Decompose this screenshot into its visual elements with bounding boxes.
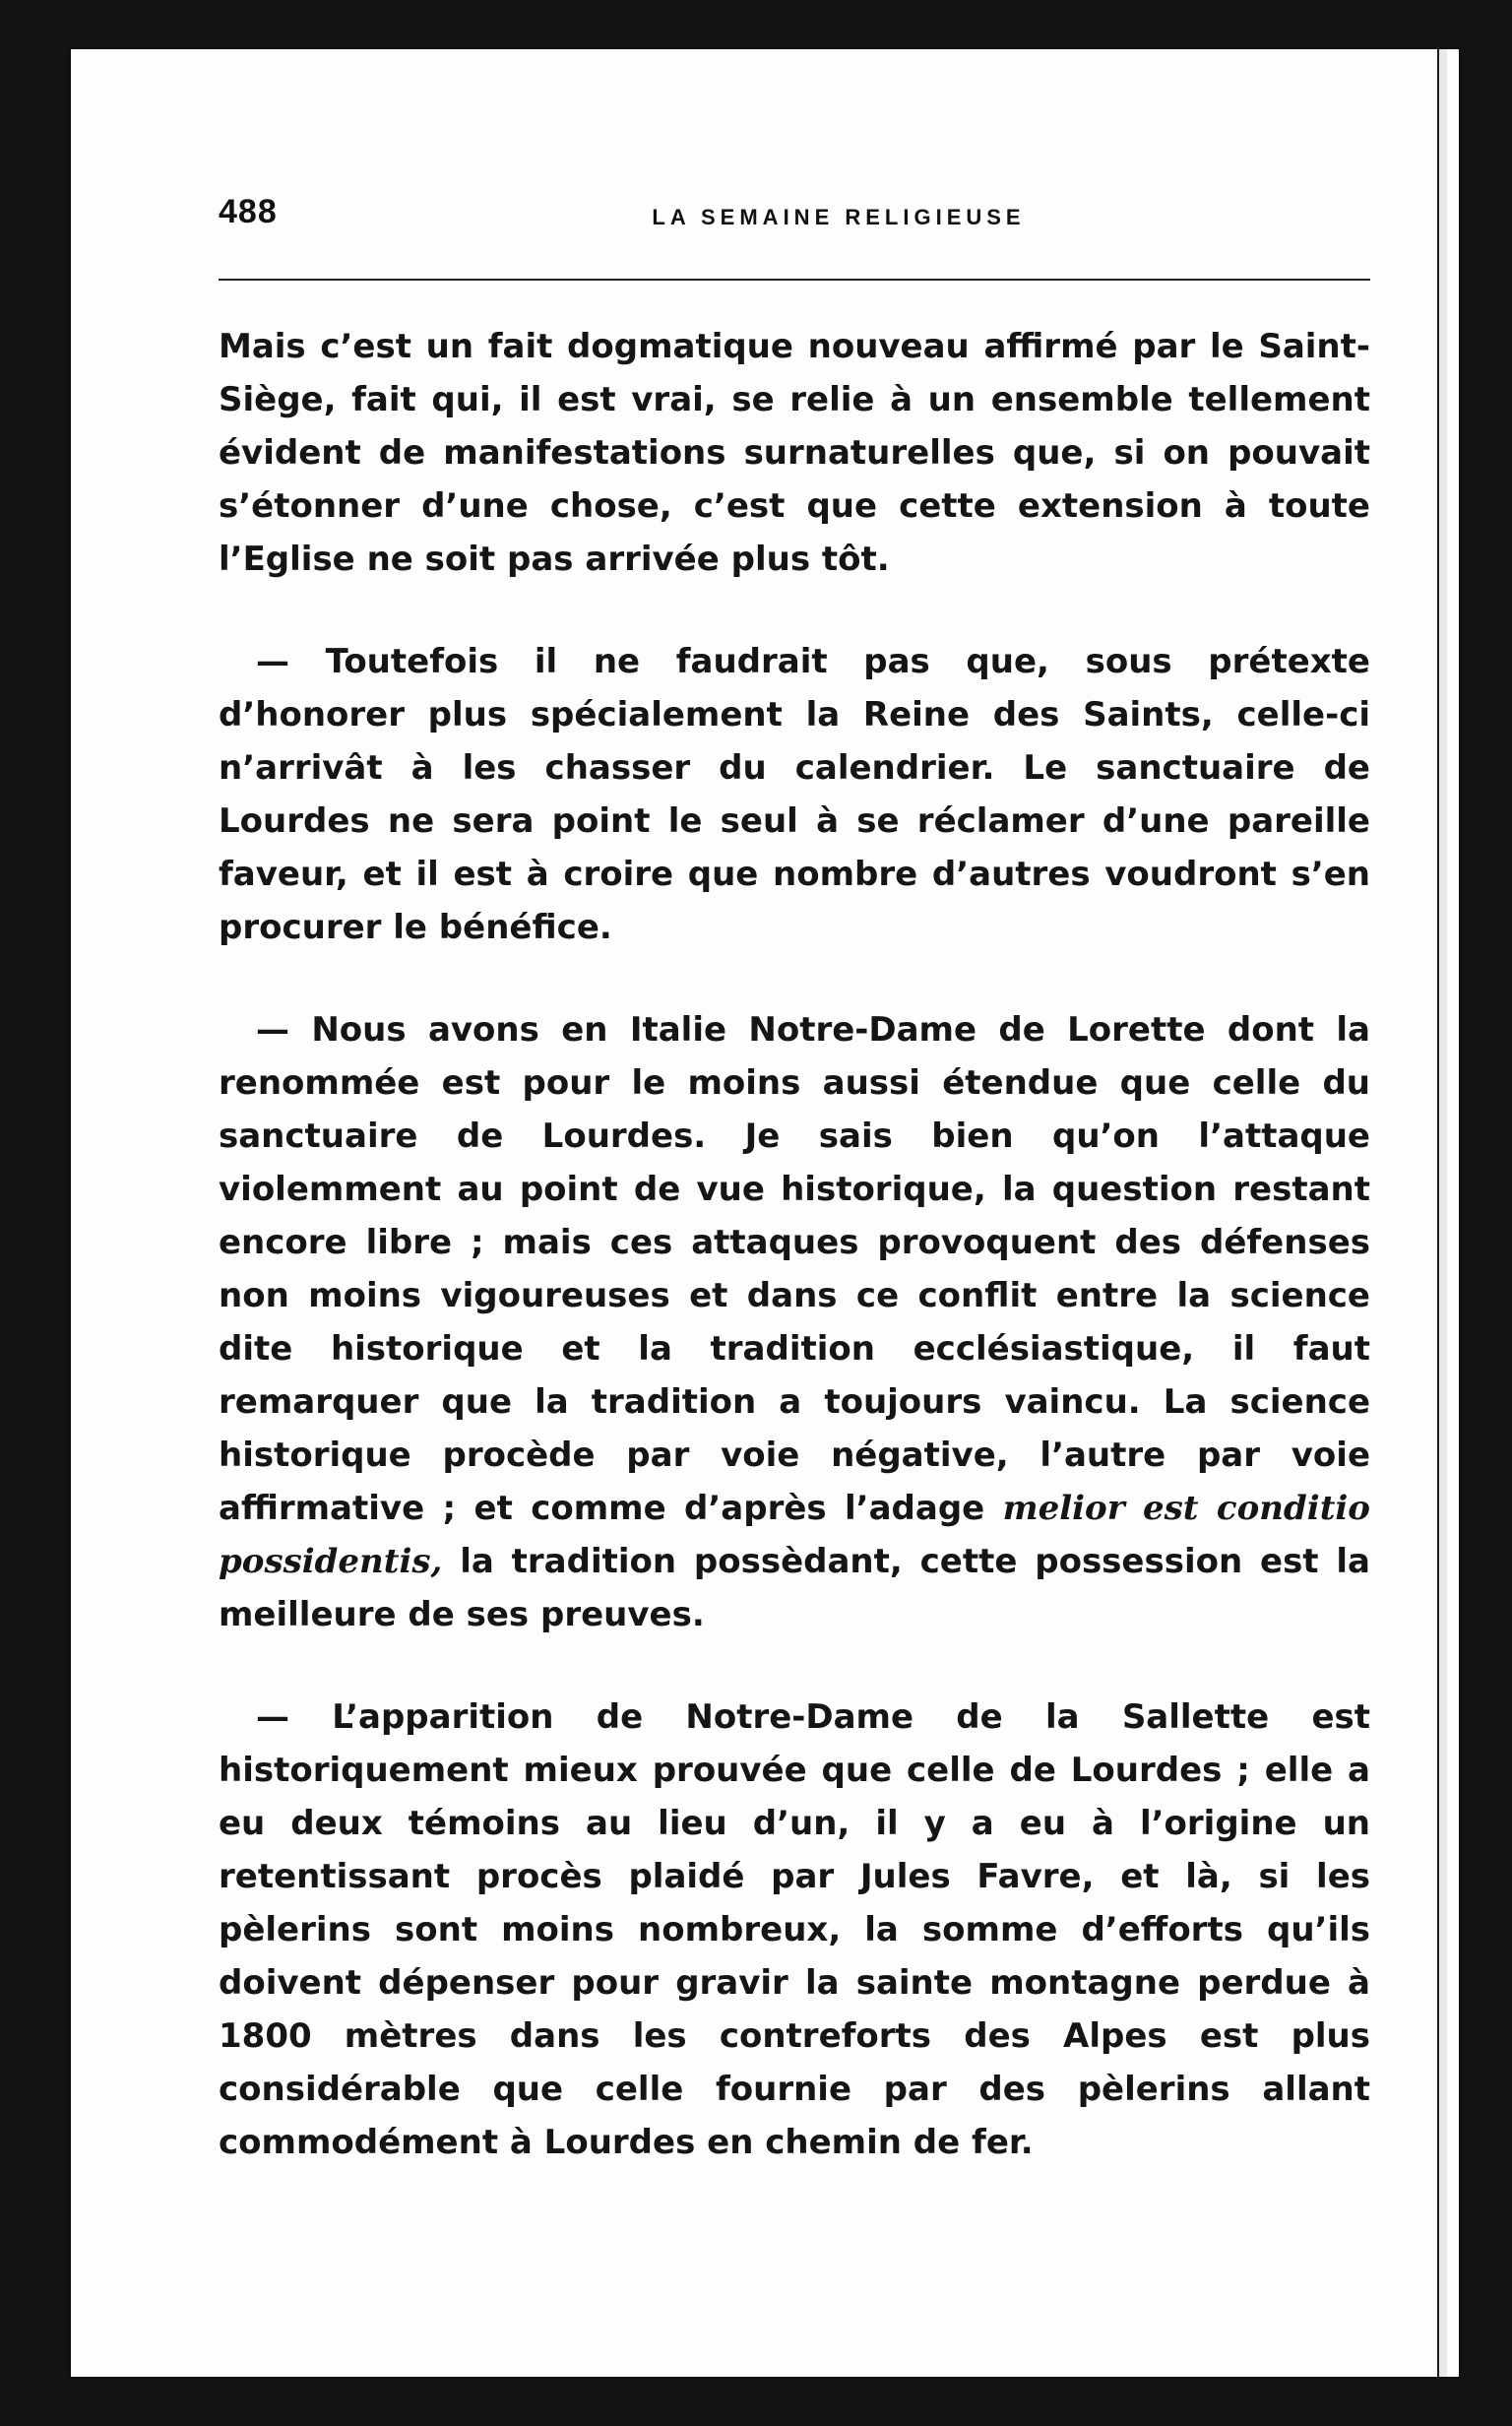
body-text (219, 320, 1370, 2218)
page-number: 488 (219, 193, 278, 230)
paragraph-4: — L’apparition de Notre-Dame de la Sallette est historiquement mieux prouvée que celle de Lourdes ; elle a eu deux témoins au lieu d’un, il y a eu à l’origine un retentissant procès plaidé par Jules Favre, et là, si les pèlerins sont moins nombreux, la somme d’efforts qu’ils doivent dépenser pour gravir la sainte montagne perdue à 1800 mètres dans les contreforts des Alpes est plus considérable que celle fournie par des pèlerins allant commodément à Lourdes en chemin de fer. (219, 1697, 1370, 2162)
page-header (219, 148, 1370, 228)
paragraph-3-text-a: — Nous avons en Italie Notre-Dame de Lorette dont la renommée est pour le moins aussi étendue que celle du sanctuaire de Lourdes. Je sais bien qu’on l’attaque violemment au point de vue historique, la question restant encore libre ; mais ces attaques provoquent des défenses non moins vigoureuses et dans ce conflit entre la science dite historique et la tradition ecclésiastique, il faut remarquer que la tradition a toujours vaincu. La science historique procède par voie négative, l’autre par voie affirmative ; et comme d’après l’adage (219, 1010, 1370, 1528)
header-rule (219, 279, 1370, 281)
page-edge (1437, 49, 1447, 2377)
latin-maxim: melior est conditio possidentis, (219, 1489, 1370, 1581)
paragraph-3-text-b: la tradition possèdant, cette possession est la meilleure de ses preuves. (219, 1542, 1370, 1634)
paragraph-2: — Toutefois il ne faudrait pas que, sous prétexte d’honorer plus spécialement la Reine des Saints, celle-ci n’arrivât à les chasser du calendrier. Le sanctuaire de Lourdes ne sera point le seul à se réclamer d’une pareille faveur, et il est à croire que nombre d’autres voudront s’en procurer le bénéfice. (219, 642, 1370, 947)
paragraph-1: Mais c’est un fait dogmatique nouveau affirmé par le Saint-Siège, fait qui, il est vrai, se relie à un ensemble tellement évident de manifestations surnaturelles que, si on pouvait s’étonner d’une chose, c’est que cette extension à toute l’Eglise ne soit pas arrivée plus tôt. (219, 327, 1370, 579)
paragraph-3 (219, 1003, 1370, 1641)
running-title: LA SEMAINE RELIGIEUSE (652, 205, 1026, 229)
